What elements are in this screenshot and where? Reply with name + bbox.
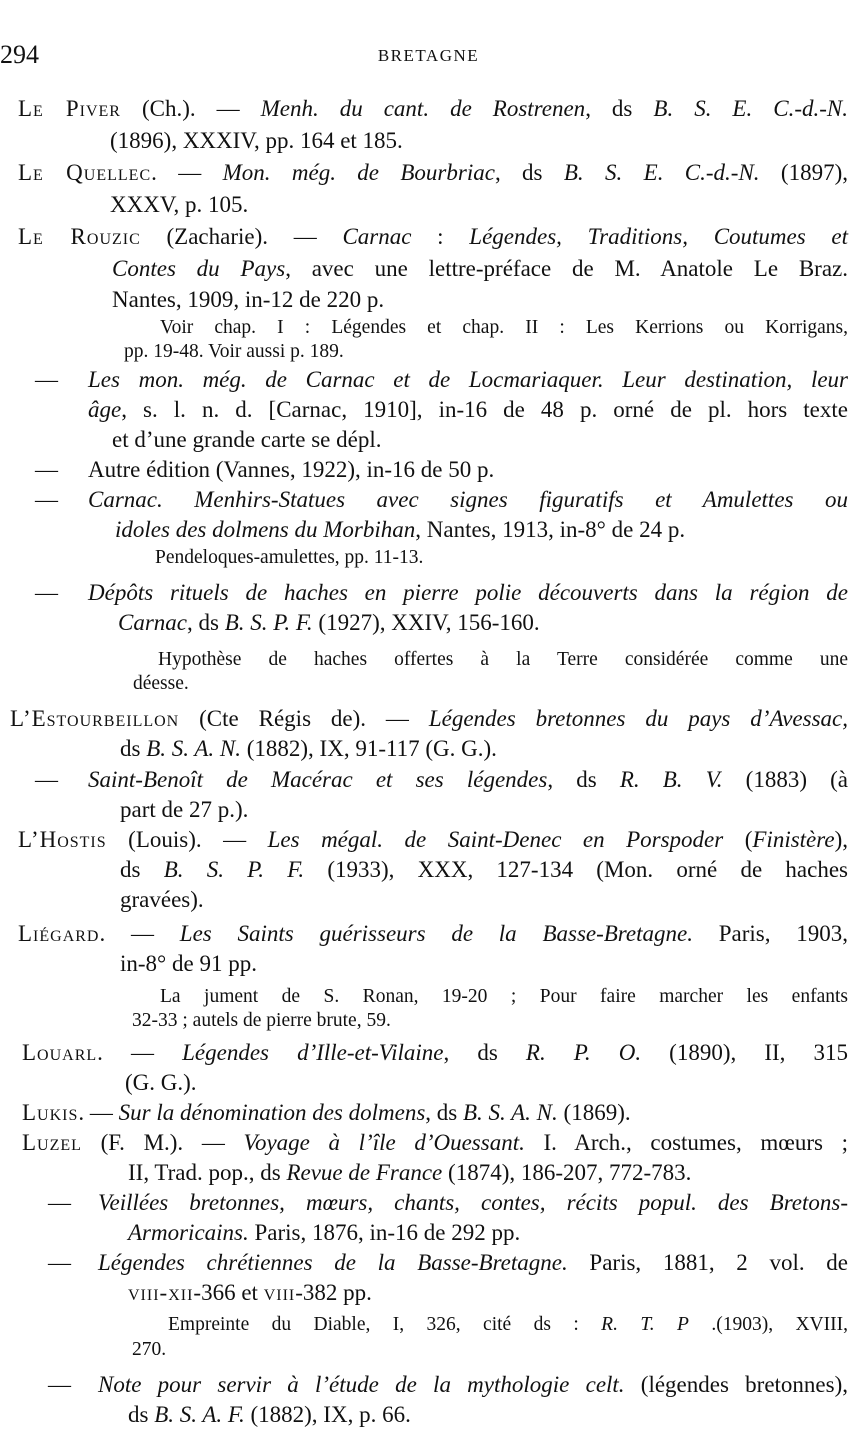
text-segment: . — [78,1100,119,1125]
text-segment: (1883) (à [722,767,849,792]
text-segment: pp. 19-48. Voir aussi p. 189. [124,341,344,362]
text-segment: (G. G.). [125,1070,197,1095]
entry-line [18,223,848,251]
author-name: L’Hostis [18,827,107,852]
text-segment: in-8° de 91 pp. [120,951,257,976]
annotation-line [124,340,848,364]
title-text: B. S. E. C.-d.-N. [563,160,760,185]
text-segment: ds [120,736,147,761]
text-segment: (Zacharie). — [140,224,343,249]
text-segment: (1874), 186-207, 772-783. [442,1160,692,1185]
author-name: Luzel [22,1130,82,1155]
author-name: L’Estourbeillon [10,706,180,731]
entry-line [48,1189,848,1217]
entry-line [22,1099,848,1127]
text-segment: Paris, 1903, [692,921,848,946]
annotation-line [168,1313,848,1337]
text-segment: ( [723,827,753,852]
title-text: Légendes, Traditions, Coutumes et [469,224,849,249]
ditto-dash: — [35,487,58,512]
title-text: B. S. A. N. [146,736,241,761]
entry-line [112,255,848,283]
text-segment: .(1903), XVIII, [688,1314,848,1335]
text-segment: (Ch.). — [120,96,261,121]
title-text: R. T. P [601,1314,689,1335]
text-segment: . — [99,921,180,946]
ditto-dash: — [35,367,58,392]
title-text: Carnac. Menhirs-Statues avec signes figuratifs et Amulettes ou [88,487,848,512]
title-text: Contes du Pays [112,256,286,281]
entry-line [120,735,848,763]
text-segment: . — [151,160,223,185]
text-segment: (1890), II, 315 [641,1040,849,1065]
entry-line [35,366,848,394]
entry-line [10,705,848,733]
author-name: Le Piver [18,96,121,121]
running-title: BRETAGNE [377,46,480,65]
entry-line [35,456,848,484]
annotation-line [133,672,848,696]
entry-line [128,1219,848,1247]
text-segment: (1927), XXIV, 156-160. [312,610,540,635]
title-text: Les mégal. de Saint-Denec en Porspoder [267,827,724,852]
entry-line [18,95,848,123]
annotation-line [132,1338,848,1362]
text-segment: , ds [494,160,564,185]
entry-line [18,159,848,187]
title-text: Finistère [752,827,835,852]
text-segment: Autre édition (Vannes, 1922), in-16 de 50 p. [88,457,495,482]
text-segment: (1869). [557,1100,631,1125]
entry-line [110,191,848,219]
text-segment: (F. M.). — [81,1130,244,1155]
text-segment: 270. [132,1339,167,1360]
ditto-dash: — [35,457,58,482]
text-segment: (légendes bretonnes), [624,1372,848,1397]
text-segment: , Nantes, 1913, in-8° de 24 p. [415,517,686,542]
title-text: Légendes chrétiennes de la Basse-Bretagne. [98,1250,568,1275]
author-name: Lukis [22,1100,79,1125]
text-segment: Empreinte du Diable, I, 326, cité ds : [168,1314,602,1335]
text-segment: Paris, 1876, in-16 de 292 pp. [248,1220,521,1245]
ditto-dash: — [48,1250,71,1275]
title-text: Menh. du cant. de Rostrenen [260,96,586,121]
entry-line [48,1249,848,1277]
entry-line [112,286,848,314]
title-text: R. B. V. [619,767,723,792]
author-name: Louarl [22,1040,98,1065]
entry-line [120,950,848,978]
annotation-line [155,546,848,570]
ditto-dash: — [48,1372,71,1397]
author-name: Le Quellec [18,160,152,185]
text-segment: (Louis). — [106,827,268,852]
entry-line [118,609,848,637]
annotation-line [160,985,848,1009]
title-text: Revue de France [286,1160,443,1185]
annotation-line [132,1009,848,1033]
title-text: idoles des dolmens du Morbihan [115,517,416,542]
text-segment: ), [834,827,848,852]
text-segment: ds [128,1402,155,1427]
text-segment: (1897), [759,160,848,185]
title-text: Carnac [342,224,412,249]
text-segment: (1933), XXX, 127-134 (Mon. orné de haches [304,857,849,882]
text-segment: Nantes, 1909, in-12 de 220 p. [112,287,385,312]
title-text: B. S. P. F. [163,857,305,882]
entry-line [110,127,848,155]
author-name: viii [263,1280,296,1305]
entry-line [18,826,848,854]
text-segment: gravées). [120,887,204,912]
text-segment: Hypothèse de haches offertes à la Terre considérée comme une [158,649,848,670]
entry-line [125,1069,848,1097]
text-segment: 32-33 ; autels de pierre brute, 59. [132,1010,391,1031]
text-segment: (Cte Régis de). — [179,706,429,731]
ditto-dash: — [35,580,58,605]
text-segment: déesse. [133,673,189,694]
page-number: 294 [0,40,39,69]
title-text: Les mon. még. de Carnac et de Locmariaquer. Leur destination, leur [88,367,848,392]
title-text: Mon. még. de Bourbriac [222,160,495,185]
entry-line [120,796,848,824]
text-segment: II, Trad. pop., ds [128,1160,287,1185]
entry-line [35,579,848,607]
title-text: B. S. A. F. [154,1402,245,1427]
title-text: âge [88,397,122,422]
text-segment: (1882), IX, 91-117 (G. G.). [240,736,497,761]
entry-line [128,1279,848,1307]
author-name: Le Rouzic [18,224,141,249]
title-text: Saint-Benoît de Macérac et ses légendes [88,767,548,792]
entry-line [22,1039,848,1067]
ditto-dash: — [48,1190,71,1215]
text-segment: Pendeloques-amulettes, pp. 11-13. [155,547,424,568]
author-name: viii-xii [128,1280,194,1305]
text-segment: , ds [585,96,654,121]
text-segment: Voir chap. I : Légendes et chap. II : Les Kerrions ou Korrigans, [160,317,848,338]
title-text: B. S. E. C.-d.-N. [653,96,848,121]
title-text: Légendes d’Ille-et-Vilaine [182,1040,444,1065]
title-text: Sur la dénomination des dolmens [118,1100,426,1125]
ditto-dash: — [35,767,58,792]
text-segment: I. Arch., costumes, mœurs ; [524,1130,848,1155]
title-text: B. S. P. F. [224,610,313,635]
text-segment: : [411,224,470,249]
title-text: Armoricains. [128,1220,249,1245]
text-segment: , avec une lettre-préface de M. Anatole Le Braz. [285,256,849,281]
entry-line [35,486,848,514]
title-text: Légendes bretonnes du pays d’Avessac, [428,706,848,731]
annotation-line [160,316,848,340]
entry-line [128,1159,848,1187]
annotation-line [158,648,848,672]
text-segment: part de 27 p.). [120,797,249,822]
title-text: Veillées bretonnes, mœurs, chants, contes, récits popul. des Bretons- [98,1190,848,1215]
title-text: Dépôts rituels de haches en pierre polie découverts dans la région de [88,580,848,605]
text-segment: , ds [187,610,225,635]
entry-line [22,1129,848,1157]
author-name: Liégard [18,921,100,946]
text-segment: -366 et [193,1280,264,1305]
text-segment: , ds [443,1040,526,1065]
text-segment: Paris, 1881, 2 vol. de [567,1250,848,1275]
title-text: Carnac [118,610,187,635]
text-segment: -382 pp. [295,1280,372,1305]
text-segment: (1896), XXXIV, pp. 164 et 185. [110,128,403,153]
entry-line [112,426,848,454]
entry-line [88,396,848,424]
text-segment: , ds [425,1100,463,1125]
entry-line [120,886,848,914]
entry-line [48,1371,848,1399]
title-text: Voyage à l’île d’Ouessant. [243,1130,525,1155]
text-segment: XXXV, p. 105. [110,192,249,217]
text-segment: (1882), IX, p. 66. [244,1402,411,1427]
text-segment: La jument de S. Ronan, 19-20 ; Pour faire marcher les enfants [160,986,848,1007]
entry-line [120,856,848,884]
text-segment: et d’une grande carte se dépl. [112,427,382,452]
entry-line [35,766,848,794]
title-text: B. S. A. N. [463,1100,558,1125]
title-text: Note pour servir à l’étude de la mythologie celt. [98,1372,625,1397]
entry-line [18,920,848,948]
text-segment: , s. l. n. d. [Carnac, 1910], in-16 de 48 p. orné de pl. hors texte [121,397,848,422]
text-segment: , ds [547,767,620,792]
text-segment: . — [97,1040,183,1065]
text-segment: ds [120,857,164,882]
title-text: Les Saints guérisseurs de la Basse-Bretagne. [179,921,693,946]
title-text: R. P. O. [525,1040,642,1065]
entry-line [115,516,848,544]
entry-line [128,1401,848,1429]
